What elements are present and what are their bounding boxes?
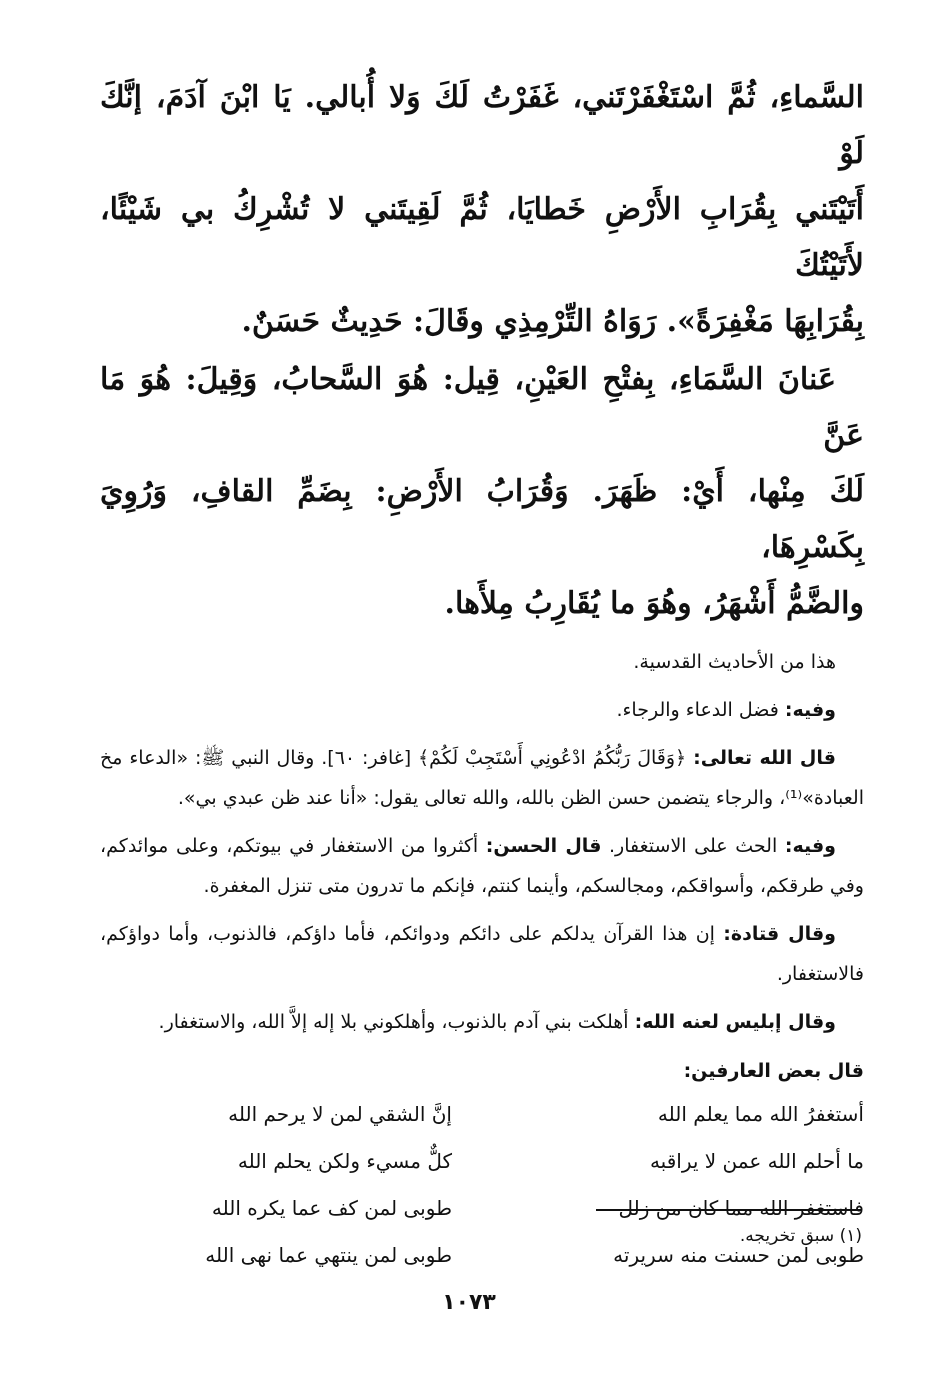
hadith-line: السَّماءِ، ثُمَّ اسْتَغْفَرْتَني، غَفَرْتُ لَكَ وَلا أُبالي. يَا ابْنَ آدَمَ، إنَّكَ لَوْ	[100, 80, 864, 171]
paragraph-text: ﴿وَقَالَ رَبُّكُمُ ادْعُونِي أَسْتَجِبْ لَكُمْ﴾ [غافر: ٦٠]. وقال النبي ﷺ: «الدعاء مخ العبادة»⁽¹⁾، والرجاء يتضمن حسن الظن بالله، والله تعالى يقول: «أنا عند ظن عبدي بي».	[100, 747, 864, 809]
paragraph-text: أهلكت بني آدم بالذنوب، وأهلكوني بلا إله إلاَّ الله، والاستغفار.	[158, 1011, 635, 1033]
verse-second-hemistich: إنَّ الشقي لمن لا يرحم الله	[228, 1101, 452, 1126]
commentary-paragraph: هذا من الأحاديث القدسية.	[633, 651, 836, 673]
commentary-paragraph	[100, 738, 864, 818]
commentary-paragraph	[100, 826, 864, 906]
hadith-text	[100, 70, 864, 632]
verse-first-hemistich: فاستغفر الله مما كان من زلل	[618, 1195, 864, 1220]
footnote: (١) سبق تخريجه.	[739, 1226, 862, 1246]
paragraph-label: قال الله تعالى:	[693, 747, 836, 769]
commentary-paragraph	[100, 1002, 864, 1042]
paragraph-label: قال الحسن:	[485, 835, 602, 857]
paragraph-label: وقال قتادة:	[723, 923, 836, 945]
poem-heading: قال بعض العارفين:	[683, 1060, 864, 1082]
poem-verse	[100, 1090, 864, 1137]
verse-first-hemistich: أستغفرُ الله مما يعلم الله	[657, 1101, 864, 1126]
commentary	[100, 642, 864, 1042]
page-number: ١٠٧٣	[442, 1290, 496, 1315]
paragraph-text: إن هذا القرآن يدلكم على دائكم ودوائكم، فأما داؤكم، فالذنوب، وأما دواؤكم، فالاستغفار.	[100, 923, 864, 985]
commentary-paragraph	[100, 690, 864, 730]
poem-verse	[100, 1137, 864, 1184]
poem-verses	[100, 1090, 864, 1278]
paragraph-label: وقال إبليس لعنه الله:	[634, 1011, 836, 1033]
commentary-paragraph	[100, 914, 864, 994]
footnote-separator	[596, 1209, 862, 1211]
verse-first-hemistich: طوبى لمن حسنت منه سريرته	[613, 1242, 864, 1267]
verse-second-hemistich: طوبى لمن ينتهي عما نهى الله	[205, 1242, 452, 1267]
verse-second-hemistich: كلٌّ مسيء ولكن يحلم الله	[237, 1148, 452, 1173]
hadith-line: بِقُرَابِهَا مَغْفِرَةً». رَوَاهُ التِّرْمِذِي وقَالَ: حَدِيثٌ حَسَنٌ.	[241, 304, 864, 339]
paragraph-label: وفيه:	[784, 699, 836, 721]
hadith-line: أَتَيْتَني بِقُرَابِ الأَرْضِ خَطايَا، ثُمَّ لَقِيتَني لا تُشْرِكُ بي شَيْئًا، لأَتَيْتُكَ	[100, 192, 864, 283]
verse-second-hemistich: طوبى لمن كف عما يكره الله	[211, 1195, 452, 1220]
gloss-line: لَكَ مِنْها، أَيْ: ظَهَرَ. وَقُرَابُ الأَرْضِ: بِضَمِّ القافِ، وَرُوِيَ بِكَسْرِهَا،	[100, 474, 864, 565]
hadith-gloss	[100, 352, 864, 632]
gloss-line: عَنانَ السَّمَاءِ، بِفتْحِ العَيْنِ، قِيل: هُوَ السَّحابُ، وَقِيلَ: هُوَ مَا عَنَّ	[100, 362, 864, 453]
gloss-line: والضَّمُّ أَشْهَرُ، وهُوَ ما يُقَارِبُ مِلأَها.	[444, 586, 864, 621]
verse-first-hemistich: ما أحلم الله عمن لا يراقبه	[649, 1148, 864, 1173]
paragraph-text: فضل الدعاء والرجاء.	[616, 699, 785, 721]
paragraph-text: أكثروا من الاستغفار في بيوتكم، وعلى موائدكم، وفي طرقكم، وأسواقكم، ومجالسكم، وأينما كنتم، فإنكم ما تدرون متى تنزل المغفرة.	[100, 835, 864, 897]
paragraph-label: وفيه:	[784, 835, 836, 857]
paragraph-text: الحث على الاستغفار.	[601, 835, 785, 857]
poem-verse	[100, 1184, 864, 1231]
page-body	[100, 70, 864, 1278]
